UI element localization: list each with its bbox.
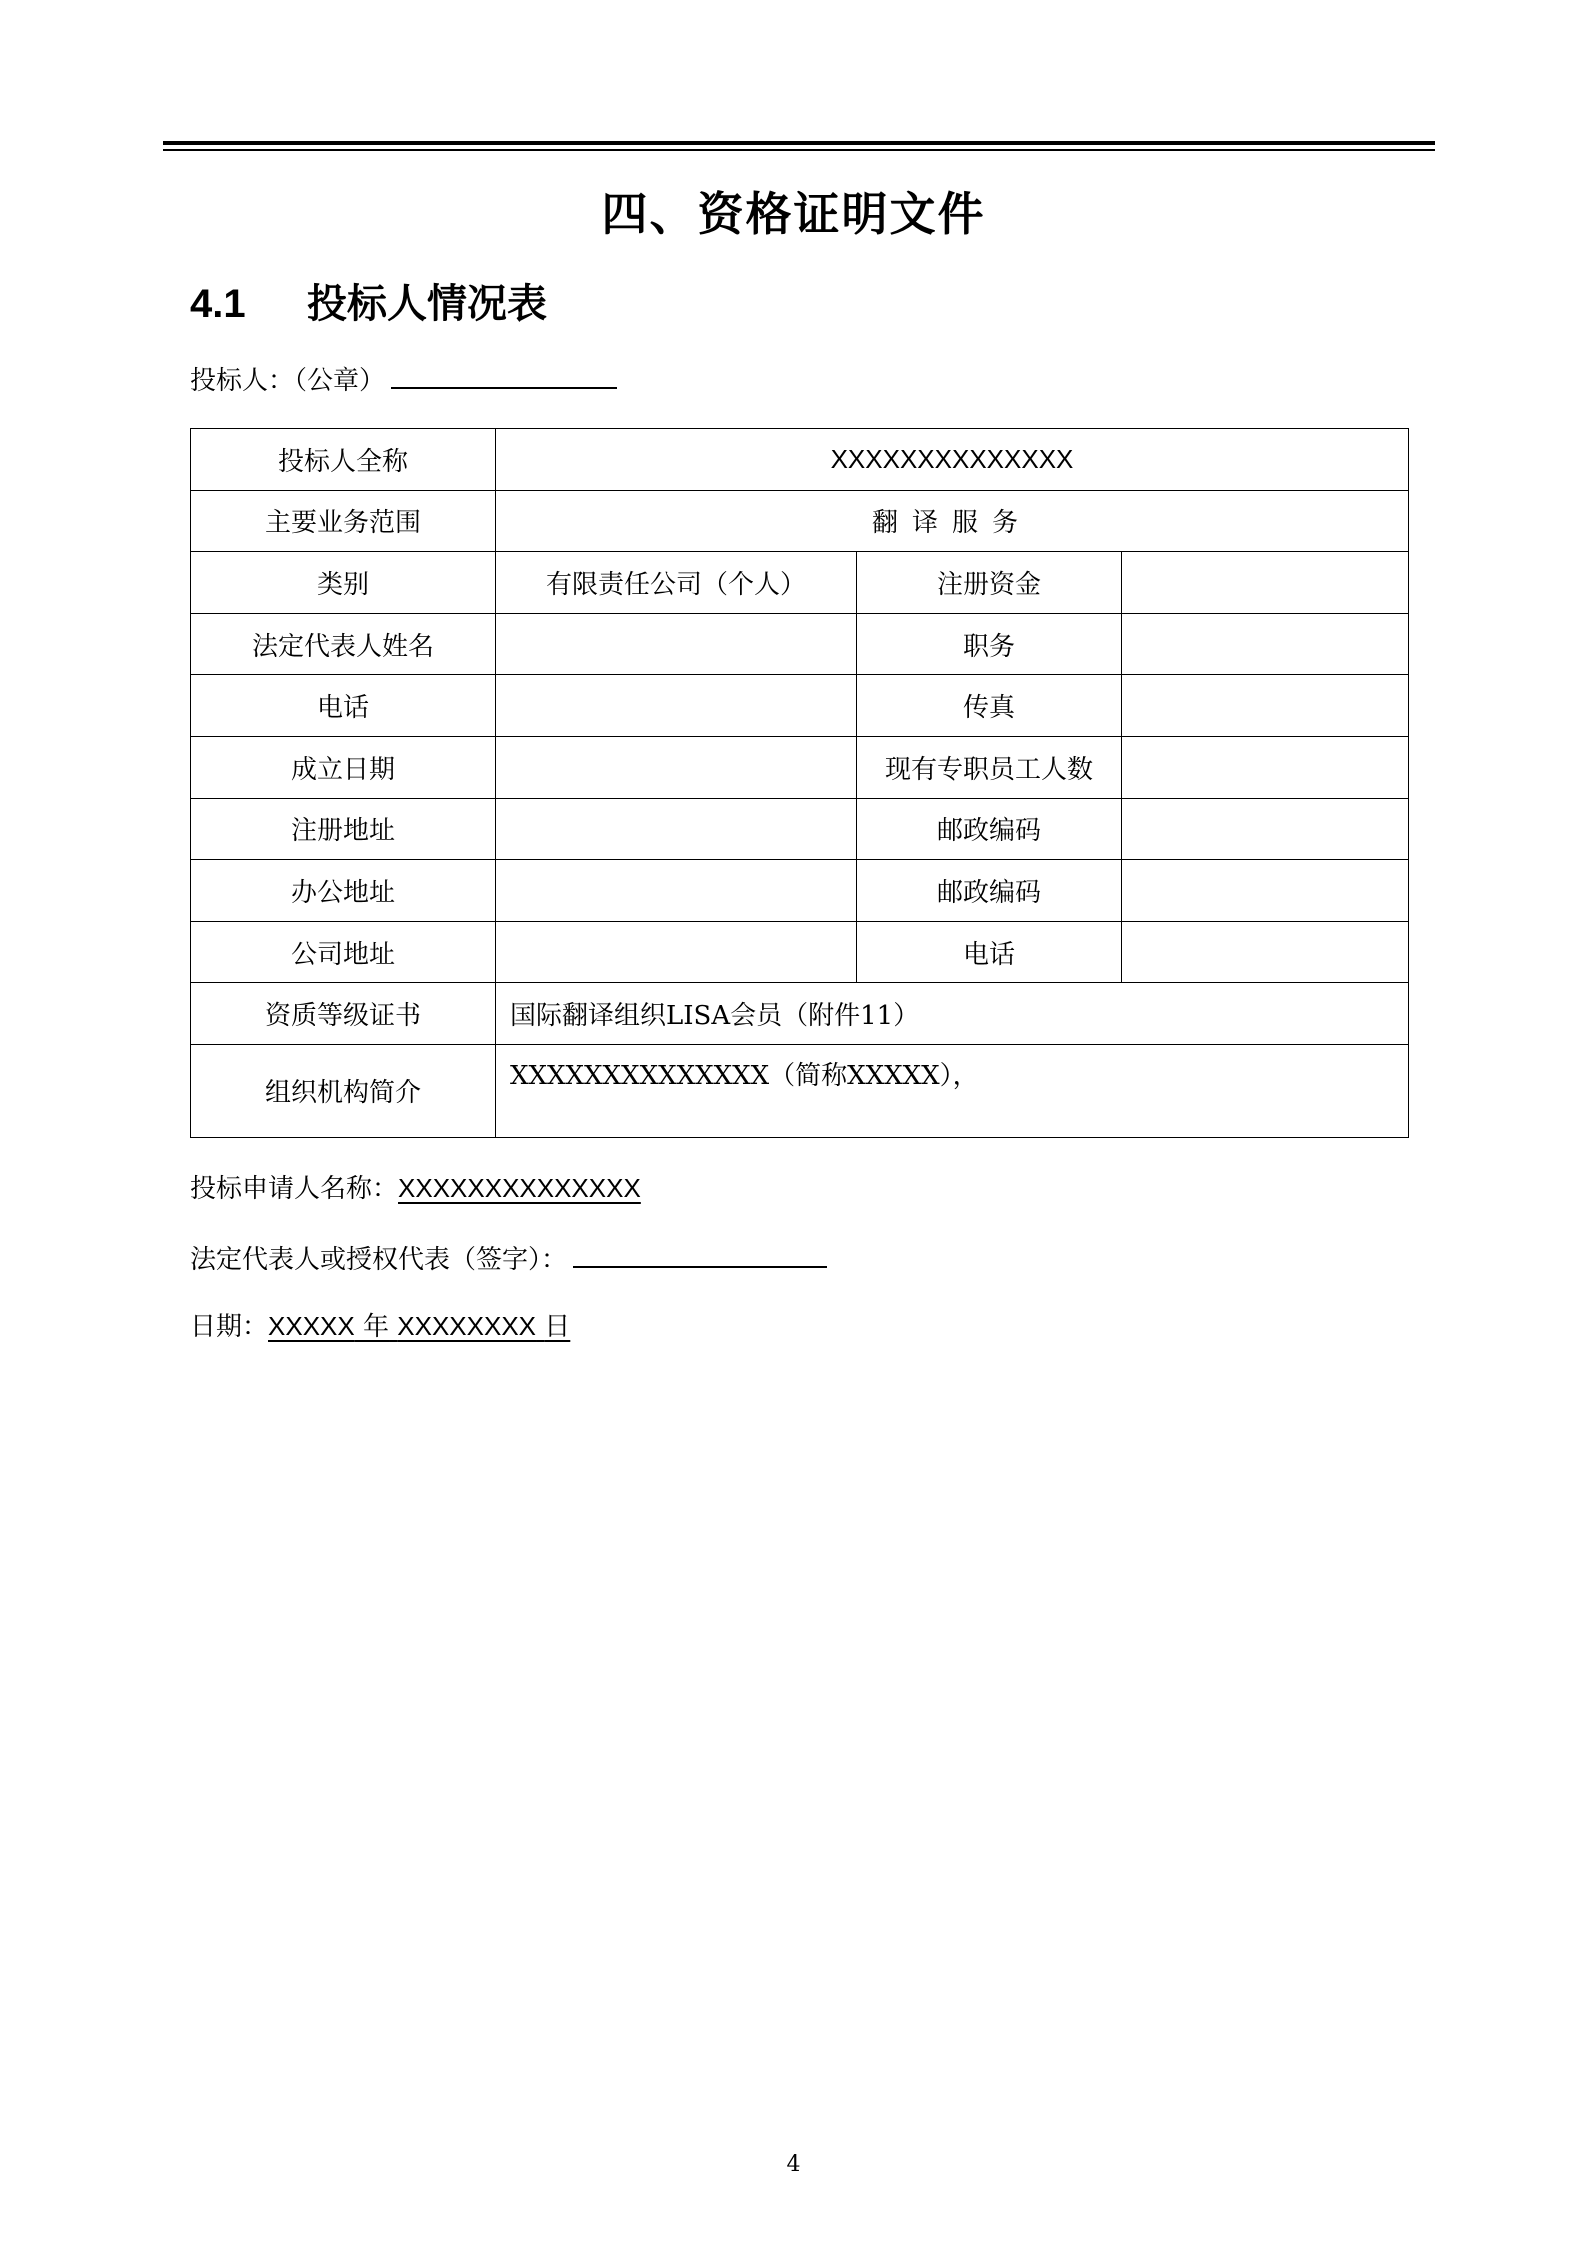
date-year-value: XXXXX: [268, 1311, 355, 1341]
value-staff-count[interactable]: [1122, 736, 1409, 798]
date-line: [190, 1309, 570, 1344]
value-office-address[interactable]: [496, 860, 857, 922]
table-row: [191, 613, 1409, 675]
label-established-date: 成立日期: [191, 736, 496, 798]
value-registered-capital[interactable]: [1122, 552, 1409, 614]
bidder-seal-blank[interactable]: [391, 361, 617, 389]
header-rule-thick: [163, 141, 1435, 145]
bidder-seal-label: 投标人：（公章）: [190, 366, 386, 396]
value-company-phone[interactable]: [1122, 921, 1409, 983]
value-business-scope[interactable]: 翻译服务: [496, 490, 1409, 552]
section-heading: [190, 272, 547, 329]
label-registered-address: 注册地址: [191, 798, 496, 860]
date-day-unit: 日: [544, 1312, 571, 1342]
table-row: [191, 860, 1409, 922]
label-office-postal-code: 邮政编码: [857, 860, 1122, 922]
header-rule-thin: [163, 149, 1435, 151]
page-number: 4: [786, 2152, 801, 2177]
label-qualification-cert: 资质等级证书: [191, 983, 496, 1045]
table-row: [191, 736, 1409, 798]
table-row: [191, 798, 1409, 860]
applicant-name-line: [190, 1171, 641, 1206]
date-label: 日期：: [190, 1312, 269, 1342]
value-category[interactable]: 有限责任公司（个人）: [496, 552, 857, 614]
section-title: 投标人情况表: [307, 281, 547, 327]
value-office-postal-code[interactable]: [1122, 860, 1409, 922]
table-row: [191, 490, 1409, 552]
label-org-intro: 组织机构简介: [191, 1044, 496, 1137]
value-registered-address[interactable]: [496, 798, 857, 860]
value-legal-rep-name[interactable]: [496, 613, 857, 675]
value-postal-code[interactable]: [1122, 798, 1409, 860]
value-phone[interactable]: [496, 675, 857, 737]
value-fax[interactable]: [1122, 675, 1409, 737]
applicant-name-value[interactable]: XXXXXXXXXXXXXX: [398, 1173, 641, 1203]
label-legal-rep-name: 法定代表人姓名: [191, 613, 496, 675]
value-established-date[interactable]: [496, 736, 857, 798]
applicant-name-label: 投标申请人名称：: [190, 1174, 399, 1204]
table-row: [191, 921, 1409, 983]
signature-label: 法定代表人或授权代表（签字）：: [190, 1245, 568, 1275]
label-full-name: 投标人全称: [191, 429, 496, 491]
value-full-name[interactable]: XXXXXXXXXXXXXX: [496, 429, 1409, 491]
label-company-address: 公司地址: [191, 921, 496, 983]
value-org-intro[interactable]: XXXXXXXXXXXXXX（简称XXXXX），: [496, 1044, 1409, 1137]
table-row: [191, 983, 1409, 1045]
date-value[interactable]: [268, 1312, 570, 1342]
label-phone: 电话: [191, 675, 496, 737]
chapter-title: 四、资格证明文件: [601, 187, 986, 241]
label-business-scope: 主要业务范围: [191, 490, 496, 552]
table-row: [191, 1044, 1409, 1137]
table-row: [191, 429, 1409, 491]
table-row: [191, 675, 1409, 737]
label-postal-code: 邮政编码: [857, 798, 1122, 860]
label-office-address: 办公地址: [191, 860, 496, 922]
value-position[interactable]: [1122, 613, 1409, 675]
value-qualification-cert[interactable]: 国际翻译组织LISA会员（附件11）: [496, 983, 1409, 1045]
value-company-address[interactable]: [496, 921, 857, 983]
signature-line: [190, 1240, 827, 1277]
signature-blank[interactable]: [573, 1240, 827, 1268]
bidder-info-table: [190, 428, 1409, 1138]
date-year-unit: 年: [363, 1312, 390, 1342]
label-fax: 传真: [857, 675, 1122, 737]
label-registered-capital: 注册资金: [857, 552, 1122, 614]
label-category: 类别: [191, 552, 496, 614]
label-staff-count: 现有专职员工人数: [857, 736, 1122, 798]
bidder-seal-line: [190, 361, 617, 398]
date-day-value: XXXXXXXX: [397, 1311, 537, 1341]
label-company-phone: 电话: [857, 921, 1122, 983]
section-number: 4.1: [190, 282, 246, 326]
label-position: 职务: [857, 613, 1122, 675]
table-row: [191, 552, 1409, 614]
